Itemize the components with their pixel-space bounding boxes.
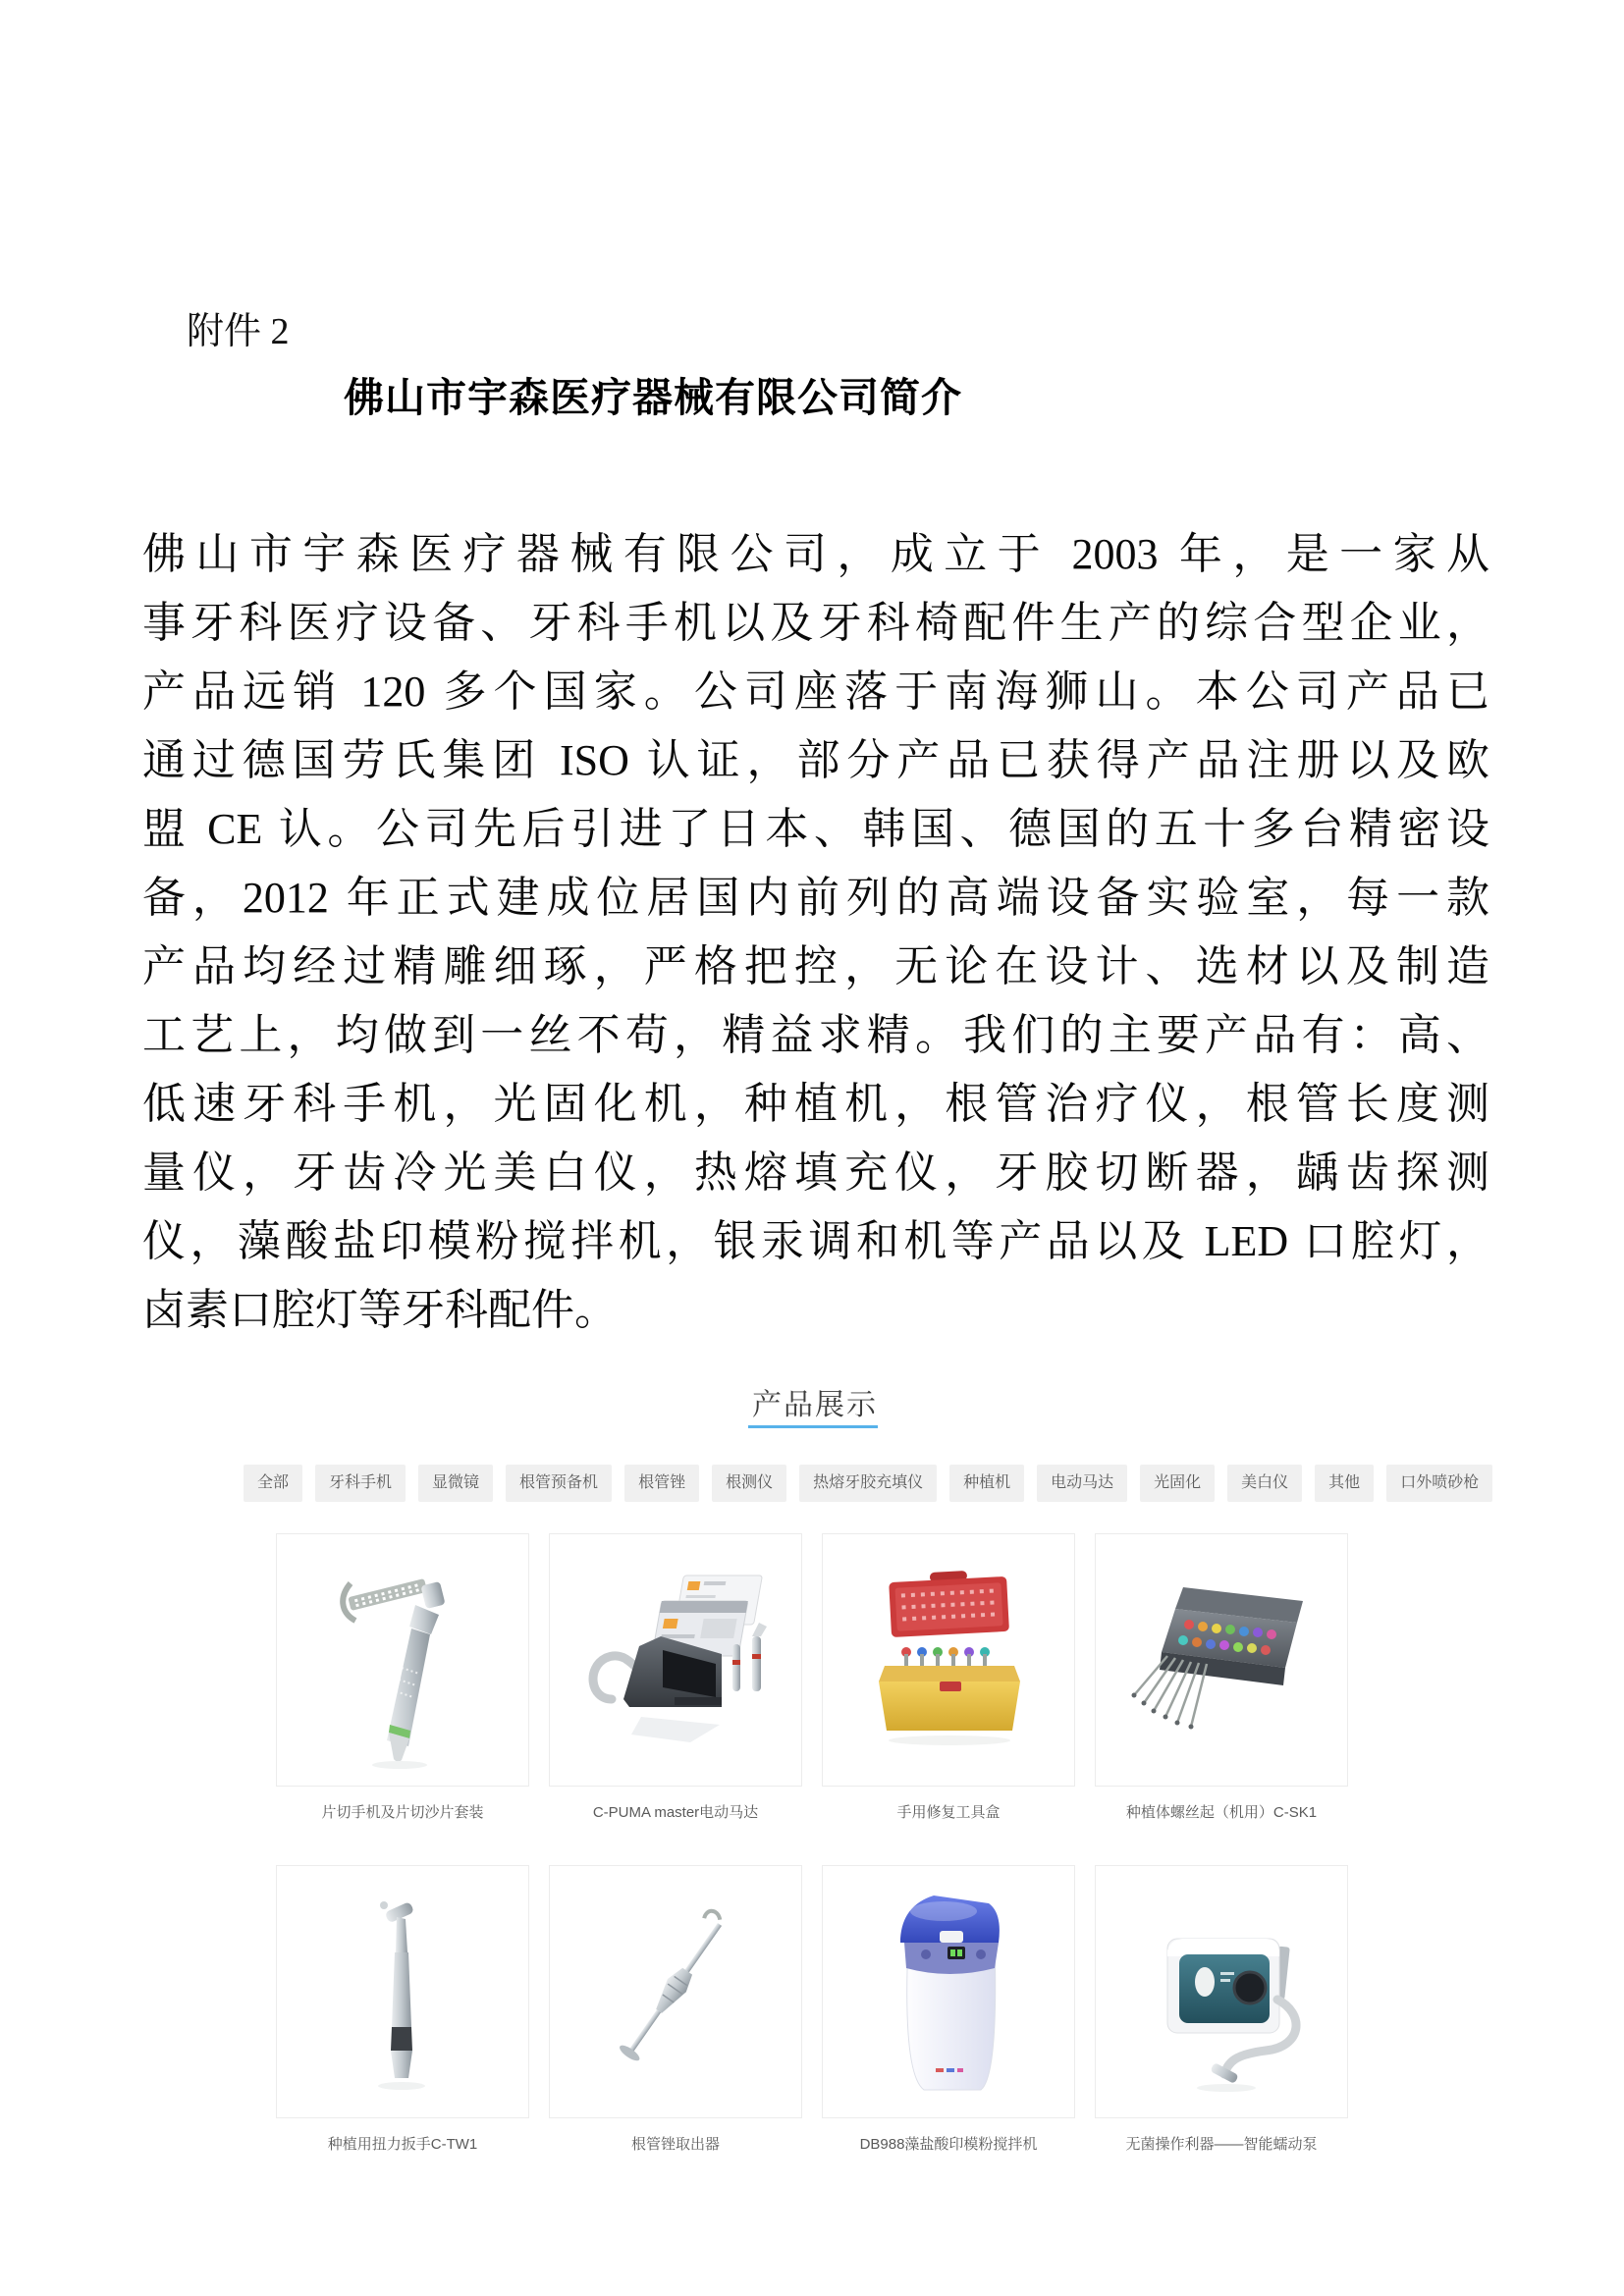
peristaltic-pump-image [1118, 1882, 1325, 2103]
paragraph-line: 卤素口腔灯等牙科配件。 [142, 1286, 618, 1334]
product-card [1095, 1865, 1348, 2154]
cutting-handpiece-image [299, 1550, 506, 1771]
attachment-label: 附件 2 [187, 311, 290, 352]
product-card [1095, 1533, 1348, 1822]
filter-tab[interactable]: 牙科手机 [315, 1465, 406, 1502]
page-title: 佛山市宇森医疗器械有限公司简介 [344, 375, 962, 420]
paragraph-line: 工艺上，均做到一丝不苟，精益求精。我们的主要产品有：高、 [142, 1011, 1489, 1059]
filter-tab[interactable]: 根管预备机 [506, 1465, 612, 1502]
product-card [822, 1533, 1075, 1822]
paragraph-line: 通过德国劳氏集团 ISO 认证，部分产品已获得产品注册以及欧 [142, 736, 1489, 784]
product-card [276, 1865, 529, 2154]
product-card-link[interactable] [549, 1533, 802, 1787]
filter-tab[interactable]: 美白仪 [1227, 1465, 1302, 1502]
paragraph-line: 产品均经过精雕细琢，严格把控，无论在设计、选材以及制造 [142, 942, 1489, 990]
filter-tab[interactable]: 种植机 [949, 1465, 1024, 1502]
alginate-mixer-image [845, 1882, 1052, 2103]
filter-tab[interactable]: 口外喷砂枪 [1386, 1465, 1492, 1502]
restoration-toolbox-image [845, 1550, 1052, 1771]
product-card [276, 1533, 529, 1822]
filter-tab[interactable]: 其他 [1315, 1465, 1374, 1502]
paragraph-line: 盟 CE 认。公司先后引进了日本、韩国、德国的五十多台精密设 [142, 805, 1489, 853]
product-grid-row-2 [276, 1865, 1348, 2154]
product-card [549, 1533, 802, 1822]
product-card-link[interactable] [822, 1533, 1075, 1787]
filter-tab[interactable]: 根管锉 [624, 1465, 699, 1502]
filter-tab[interactable]: 热熔牙胶充填仪 [799, 1465, 937, 1502]
product-card [549, 1865, 802, 2154]
product-card [822, 1865, 1075, 2154]
product-card-link[interactable] [822, 1865, 1075, 2118]
product-card-link[interactable] [549, 1865, 802, 2118]
product-card-link[interactable] [276, 1533, 529, 1787]
filter-tab[interactable]: 电动马达 [1037, 1465, 1127, 1502]
paragraph-line: 事牙科医疗设备、牙科手机以及牙科椅配件生产的综合型企业， [142, 599, 1489, 647]
company-intro-paragraph [142, 520, 1489, 1345]
implant-screwdriver-kit-image [1118, 1550, 1325, 1771]
product-caption: 无菌操作利器——智能蠕动泵 [1125, 2136, 1318, 2153]
filter-tab[interactable]: 全部 [244, 1465, 302, 1502]
product-caption: DB988藻盐酸印模粉搅拌机 [859, 2136, 1038, 2153]
product-card-link[interactable] [1095, 1865, 1348, 2118]
filter-tab[interactable]: 根测仪 [712, 1465, 786, 1502]
showcase-heading: 产品展示 [752, 1389, 878, 1421]
paragraph-line: 佛山市宇森医疗器械有限公司，成立于 2003 年，是一家从 [142, 530, 1489, 578]
paragraph-line: 量仪，牙齿冷光美白仪，热熔填充仪，牙胶切断器，龋齿探测 [142, 1148, 1489, 1197]
paragraph-line: 产品远销 120 多个国家。公司座落于南海狮山。本公司产品已 [142, 667, 1489, 716]
product-caption: 片切手机及片切沙片套装 [321, 1804, 484, 1821]
paragraph-line: 备，2012 年正式建成位居国内前列的高端设备实验室，每一款 [142, 874, 1489, 922]
file-extractor-image [572, 1882, 779, 2103]
electric-motor-console-image [572, 1550, 779, 1771]
torque-wrench-image [299, 1882, 506, 2103]
product-card-link[interactable] [276, 1865, 529, 2118]
filter-tab[interactable]: 光固化 [1140, 1465, 1215, 1502]
paragraph-line: 仪，藻酸盐印模粉搅拌机，银汞调和机等产品以及 LED 口腔灯， [142, 1217, 1489, 1265]
product-caption: 种植用扭力扳手C-TW1 [327, 2136, 478, 2153]
showcase-heading-underline [748, 1425, 878, 1428]
product-caption: 种植体螺丝起（机用）C-SK1 [1125, 1804, 1318, 1821]
product-caption: 根管锉取出器 [630, 2136, 720, 2153]
product-caption: C-PUMA master电动马达 [592, 1804, 759, 1821]
product-card-link[interactable] [1095, 1533, 1348, 1787]
product-grid-row-1 [276, 1533, 1348, 1822]
product-caption: 手用修复工具盒 [896, 1804, 1001, 1821]
paragraph-line: 低速牙科手机，光固化机，种植机，根管治疗仪，根管长度测 [142, 1080, 1489, 1128]
filter-tab[interactable]: 显微镜 [418, 1465, 493, 1502]
product-filter-tabs [244, 1465, 1492, 1502]
